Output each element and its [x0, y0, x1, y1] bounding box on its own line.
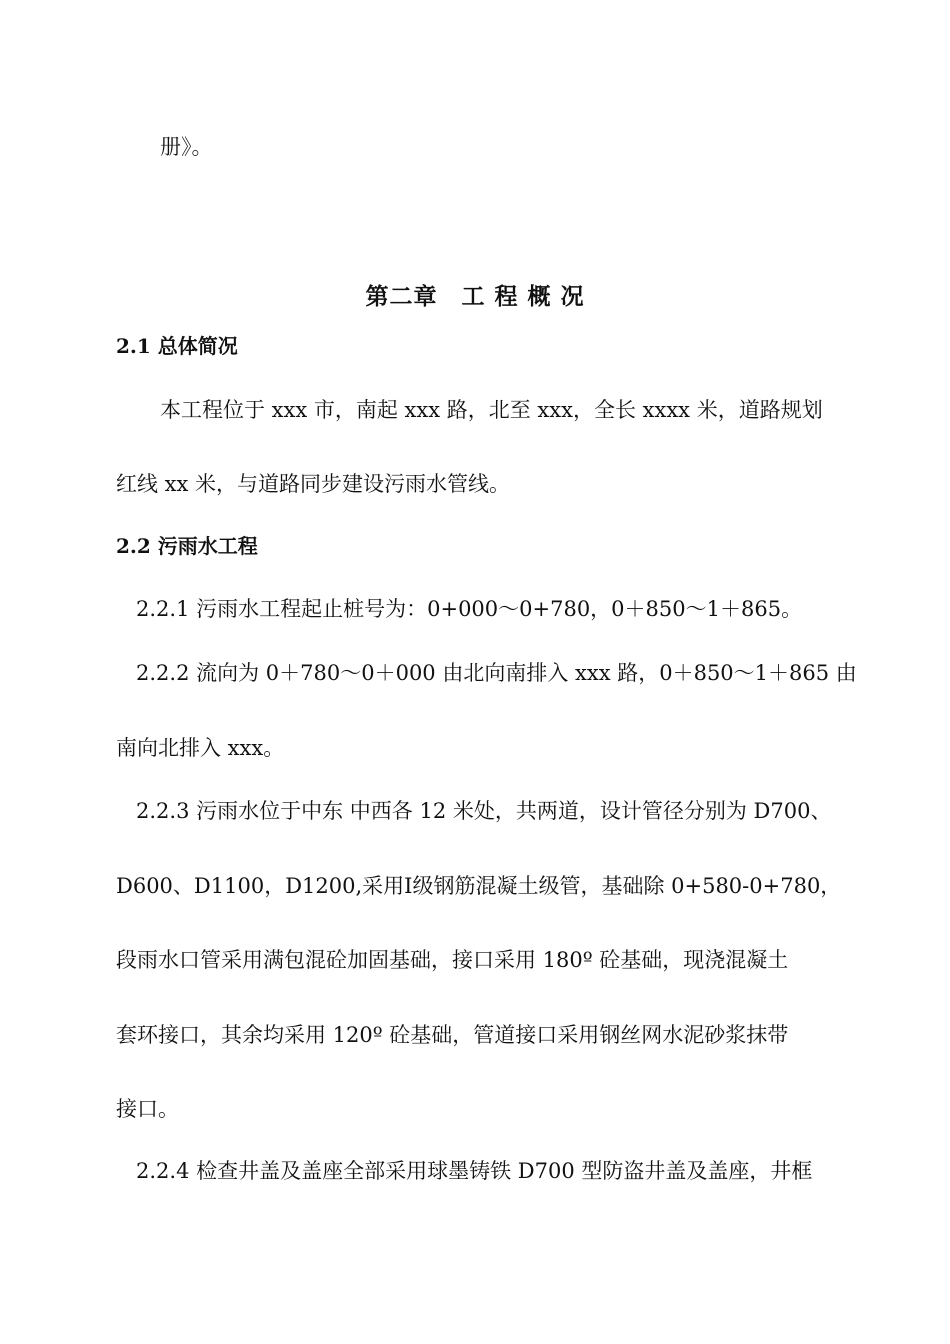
paragraph-line: 南向北排入 xxx。: [116, 736, 285, 760]
chapter-title: 第二章 工 程 概 况: [365, 283, 585, 310]
paragraph-line: 接口。: [116, 1097, 179, 1121]
paragraph-line: 2.2.1 污雨水工程起止桩号为：0+000～0+780，0＋850～1＋865。: [136, 597, 803, 621]
paragraph-line: 2.2.2 流向为 0＋780～0＋000 由北向南排入 xxx 路，0＋850～1＋865 由: [136, 661, 857, 685]
paragraph-line: 段雨水口管采用满包混砼加固基础，接口采用 180º 砼基础，现浇混凝土: [116, 948, 789, 972]
section-heading-2-1: 2.1 总体简况: [116, 334, 238, 358]
paragraph-line: D600、D1100，D1200,采用Ⅰ级钢筋混凝土级管，基础除 0+580-0+780，: [116, 874, 842, 898]
section-heading-2-2: 2.2 污雨水工程: [116, 534, 258, 558]
paragraph-line: 2.2.3 污雨水位于中东 中西各 12 米处，共两道，设计管径分别为 D700、: [136, 799, 832, 823]
paragraph-line: 套环接口，其余均采用 120º 砼基础，管道接口采用钢丝网水泥砂浆抹带: [116, 1023, 789, 1047]
paragraph-line: 2.2.4 检查井盖及盖座全部采用球墨铸铁 D700 型防盗井盖及盖座，井框: [136, 1159, 813, 1183]
paragraph-line: 本工程位于 xxx 市，南起 xxx 路，北至 xxx，全长 xxxx 米，道路规划: [160, 398, 823, 422]
paragraph-line: 红线 xx 米，与道路同步建设污雨水管线。: [116, 472, 511, 496]
continuation-text: 册》。: [160, 135, 213, 159]
